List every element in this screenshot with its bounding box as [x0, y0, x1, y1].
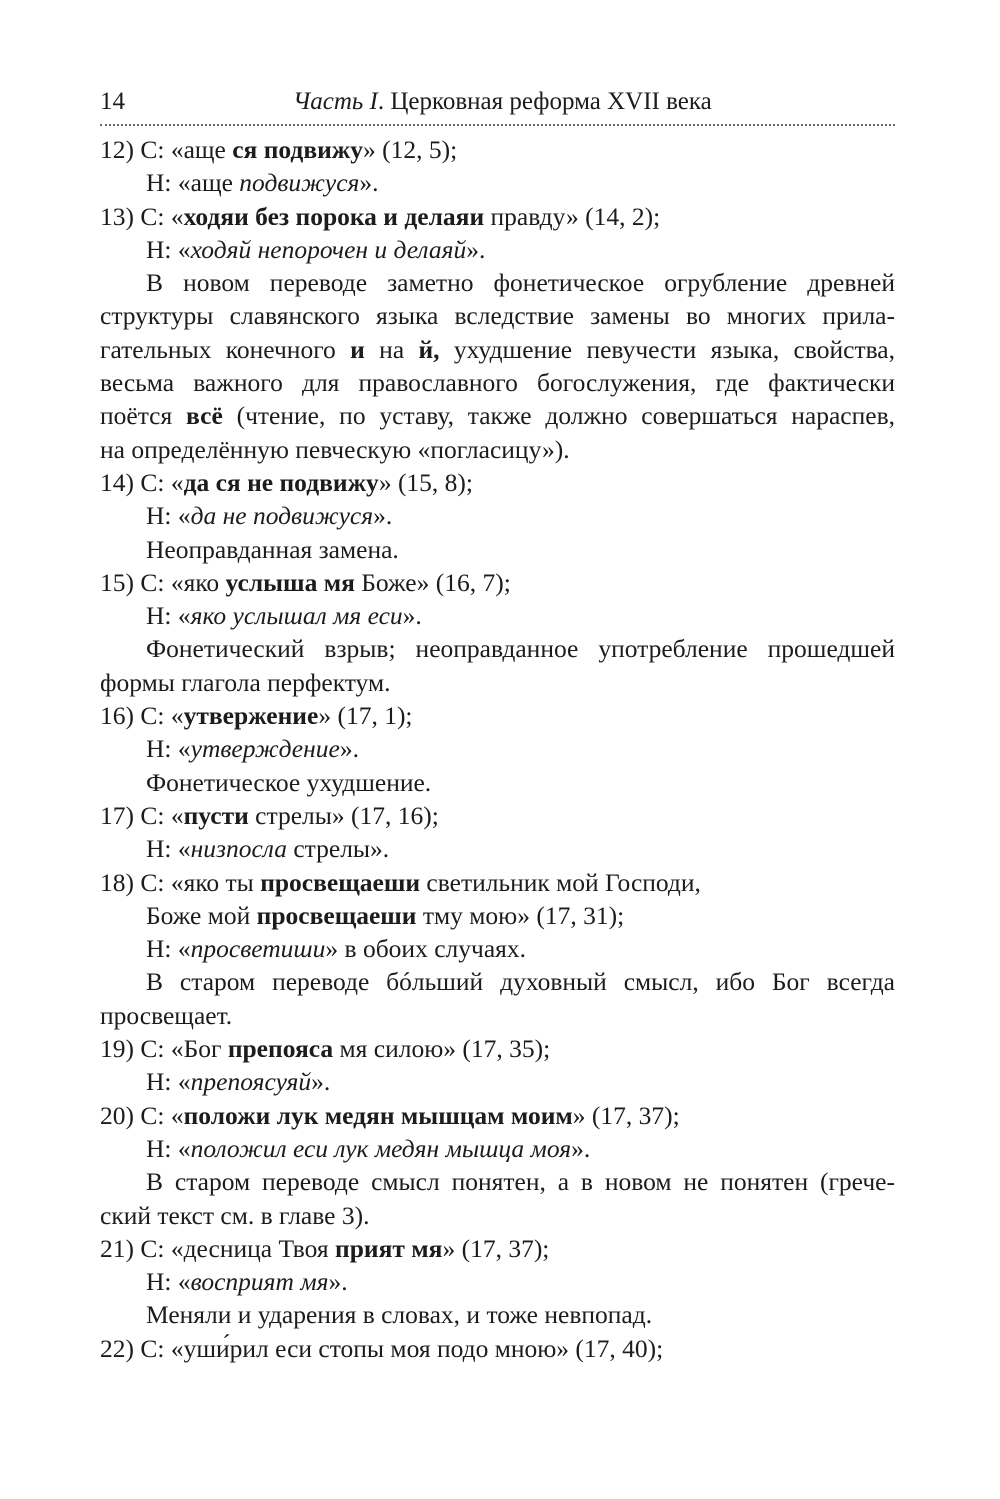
entry-16-new: Н: «утверждение».	[146, 734, 359, 764]
entry-13-new: Н: «ходяй непорочен и делаяй».	[146, 234, 486, 264]
entry-20-new: Н: «положил еси лук медян мышца моя».	[146, 1133, 591, 1163]
running-header	[100, 80, 895, 126]
part-label: Часть I	[293, 88, 378, 115]
entry-18-comment: В старом переводе бóльший духовный смысл, ибо Бог всегда	[146, 967, 895, 997]
entry-14-new: Н: «да не подвижуся».	[146, 501, 393, 531]
paragraph-line: весьма важного для православного богослужения, где фактически	[100, 368, 895, 398]
part-title: . Церковная реформа XVII века	[377, 88, 712, 115]
entry-15-comment: формы глагола перфектум.	[100, 667, 391, 697]
entry-17-old: 17) С: «пусти стрелы» (17, 16);	[100, 800, 439, 830]
entry-21-old: 21) С: «десница Твоя прият мя» (17, 37);	[100, 1233, 550, 1263]
entry-22-old: 22) С: «уши́рил еси стопы моя подо мною» (17, 40);	[100, 1333, 664, 1363]
entry-15-old: 15) С: «яко услыша мя Боже» (16, 7);	[100, 567, 511, 597]
entry-18-old-cont: Боже мой просвещаеши тму мою» (17, 31);	[146, 900, 625, 930]
paragraph-line: структуры славянского языка вследствие замены во многих прила-	[100, 301, 895, 331]
entry-15-new: Н: «яко услышал мя еси».	[146, 601, 422, 631]
entry-20-comment: В старом переводе смысл понятен, а в новом не понятен (грече-	[146, 1167, 895, 1197]
paragraph-line: поётся всё (чтение, по уставу, также должно совершаться нараспев,	[100, 401, 895, 431]
entry-21-new: Н: «восприят мя».	[146, 1267, 348, 1297]
entry-14-comment: Неоправданная замена.	[146, 534, 399, 564]
entry-18-new: Н: «просветиши» в обоих случаях.	[146, 934, 526, 964]
entry-21-comment: Меняли и ударения в словах, и тоже невпопад.	[146, 1300, 653, 1330]
page-body	[100, 133, 895, 1365]
entry-19-old: 19) С: «Бог препояса мя силою» (17, 35);	[100, 1034, 551, 1064]
entry-12-new: Н: «аще подвижуся».	[146, 168, 379, 198]
entry-13-old: 13) С: «ходяи без порока и делаяи правду» (14, 2);	[100, 201, 661, 231]
paragraph-line: на определённую певческую «погласицу»).	[100, 434, 570, 464]
paragraph-line: гательных конечного и на й, ухудшение певучести языка, свойства,	[100, 334, 895, 364]
entry-15-comment: Фонетический взрыв; неоправданное употребление прошедшей	[146, 634, 895, 664]
entry-16-old: 16) С: «утвержение» (17, 1);	[100, 701, 413, 731]
entry-19-new: Н: «препоясуяй».	[146, 1067, 331, 1097]
paragraph-line: В новом переводе заметно фонетическое огрубление древней	[146, 268, 895, 298]
entry-12-old: 12) С: «аще ся подвижу» (12, 5);	[100, 135, 458, 164]
page-number: 14	[100, 88, 125, 115]
entry-18-comment: просвещает.	[100, 1000, 233, 1030]
running-title	[293, 88, 712, 116]
entry-20-old: 20) С: «положи лук медян мышцам моим» (17, 37);	[100, 1100, 680, 1130]
entry-16-comment: Фонетическое ухудшение.	[146, 767, 432, 797]
entry-14-old: 14) С: «да ся не подвижу» (15, 8);	[100, 467, 474, 497]
book-page	[100, 80, 895, 1365]
entry-17-new: Н: «низпосла стрелы».	[146, 834, 390, 864]
entry-18-old: 18) С: «яко ты просвещаеши светильник мой Господи,	[100, 867, 701, 897]
entry-20-comment: ский текст см. в главе 3).	[100, 1200, 370, 1230]
